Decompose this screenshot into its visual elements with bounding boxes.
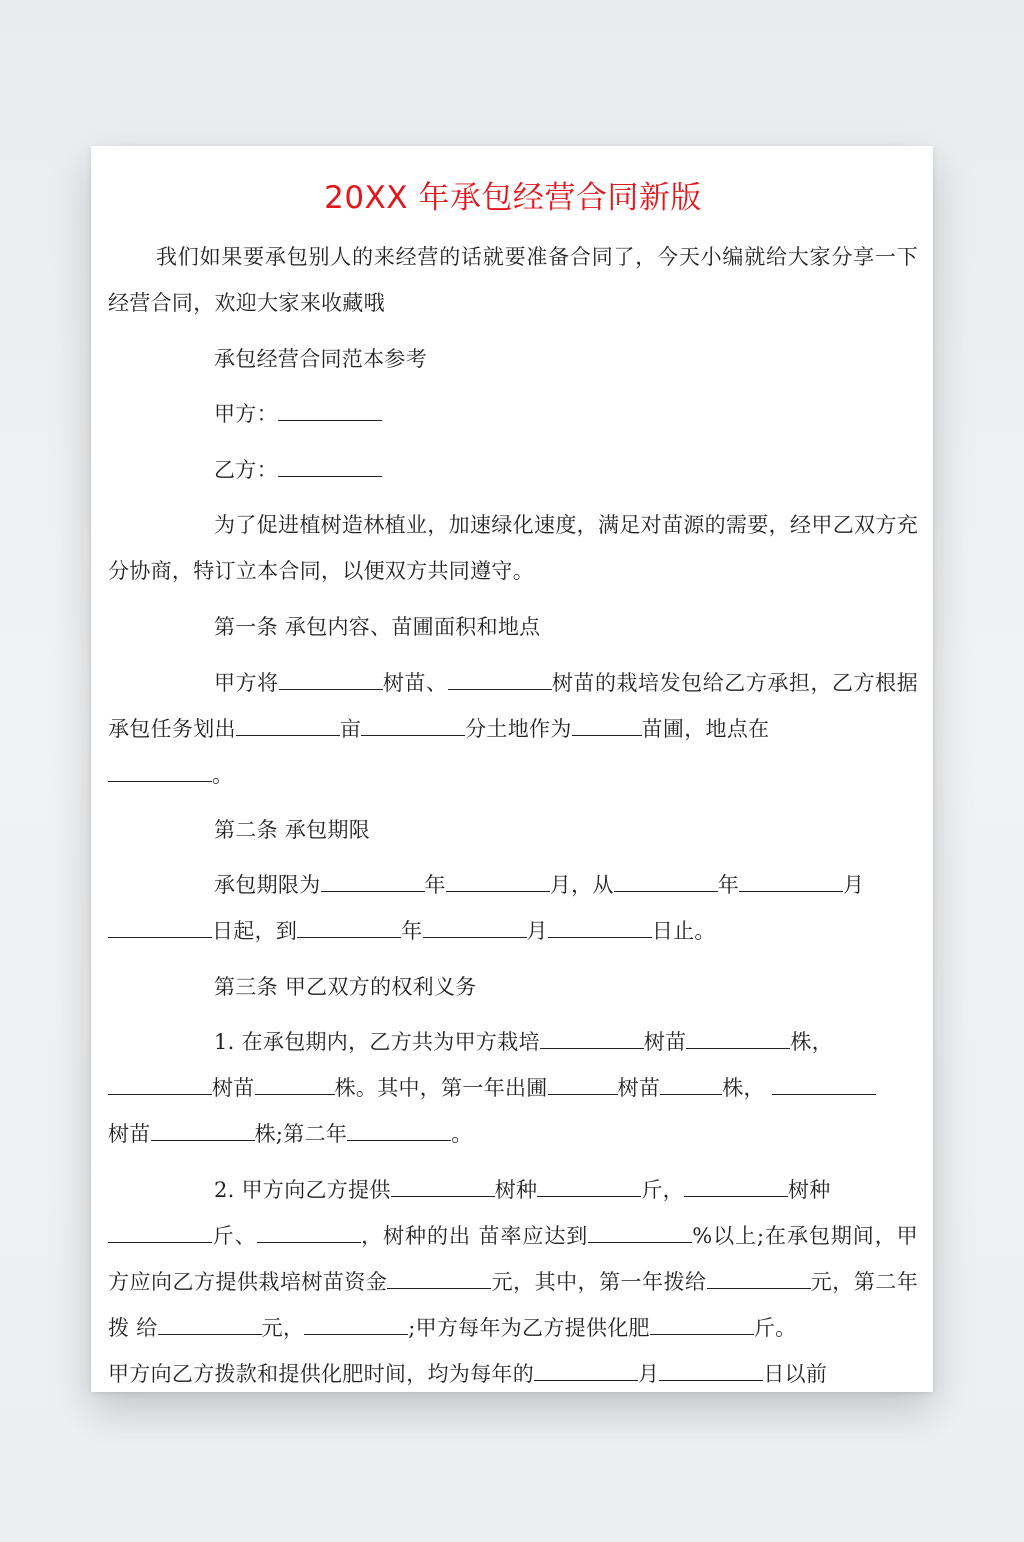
- party-a-blank[interactable]: [278, 392, 382, 421]
- fill-blank[interactable]: [361, 707, 465, 736]
- text-run: 斤。: [753, 1316, 797, 1340]
- fill-blank[interactable]: [707, 1260, 811, 1289]
- fill-blank[interactable]: [537, 1168, 641, 1197]
- fill-blank[interactable]: [108, 1214, 212, 1243]
- text-run: ;甲方每年为乙方提供化肥: [408, 1316, 650, 1340]
- fill-blank[interactable]: [548, 1066, 618, 1095]
- fill-blank[interactable]: [108, 1066, 212, 1095]
- text-run: 月，从: [549, 873, 614, 897]
- text-run: 1. 在承包期内，乙方共为甲方栽培: [214, 1030, 540, 1054]
- text-run: 树苗: [212, 1076, 255, 1100]
- fill-blank[interactable]: [391, 1168, 495, 1197]
- party-b-line: [108, 447, 918, 493]
- fill-blank[interactable]: [304, 1306, 408, 1335]
- fill-blank[interactable]: [572, 707, 642, 736]
- text-run: 日止。: [651, 919, 716, 943]
- text-run: 元，第二年拨 给: [108, 1270, 918, 1340]
- text-run: 元，其中，第一年拨给: [491, 1270, 707, 1294]
- intro-paragraph: 我们如果要承包别人的来经营的话就要准备合同了，今天小编就给大家分享一下经营合同，欢迎大家来收藏哦: [108, 245, 918, 315]
- article-3-clause-1: [108, 1019, 918, 1157]
- fill-blank[interactable]: [279, 661, 383, 690]
- fill-blank[interactable]: [540, 1020, 644, 1049]
- text-run: %以上;在承包期间，甲方应向乙方提供栽培树苗资金: [108, 1224, 918, 1294]
- text-run: 日以前: [763, 1362, 828, 1386]
- text-run: 甲方向乙方拨款和提供化肥时间，均为每年的: [108, 1362, 534, 1386]
- fill-blank[interactable]: [108, 909, 212, 938]
- fill-blank[interactable]: [158, 1306, 262, 1335]
- fill-blank[interactable]: [347, 1112, 451, 1141]
- text-run: ，树种的出 苗率应达到: [360, 1224, 589, 1248]
- fill-blank[interactable]: [534, 1352, 638, 1381]
- fill-blank[interactable]: [151, 1112, 255, 1141]
- text-run: 月: [638, 1362, 660, 1386]
- text-run: 承包期限为: [214, 873, 321, 897]
- party-b-blank[interactable]: [278, 448, 382, 477]
- text-run: 。: [451, 1122, 473, 1146]
- text-run: 苗圃，地点在: [641, 717, 770, 741]
- text-run: 株，: [722, 1076, 765, 1100]
- fill-blank[interactable]: [660, 1066, 722, 1095]
- text-run: 斤、: [212, 1224, 257, 1248]
- text-run: 树苗的栽培发包给乙方承担，乙方根据承包任务划出: [108, 671, 918, 741]
- text-run: 树种: [494, 1178, 538, 1202]
- article-3-heading: 第三条 甲乙双方的权利义务: [214, 975, 477, 999]
- fill-blank[interactable]: [108, 753, 212, 782]
- text-run: 株，: [790, 1030, 834, 1054]
- party-a-label: 甲方：: [214, 402, 278, 426]
- article-2-heading: 第二条 承包期限: [214, 818, 371, 842]
- fill-blank[interactable]: [423, 909, 527, 938]
- text-run: 甲方将: [214, 671, 279, 695]
- fill-blank[interactable]: [659, 1352, 763, 1381]
- text-run: 亩: [339, 717, 362, 741]
- fill-blank[interactable]: [588, 1214, 692, 1243]
- text-run: 树苗: [643, 1030, 687, 1054]
- fill-blank[interactable]: [684, 1168, 788, 1197]
- text-run: 斤，: [641, 1178, 684, 1202]
- article-1-body: [108, 660, 918, 798]
- document-title: 20XX 年承包经营合同新版: [324, 180, 702, 216]
- preamble-paragraph: 为了促进植树造林植业，加速绿化速度，满足对苗源的需要，经甲乙双方充分协商，特订立本合同，以便双方共同遵守。: [108, 513, 918, 583]
- fill-blank[interactable]: [446, 863, 550, 892]
- fill-blank[interactable]: [686, 1020, 790, 1049]
- text-run: 。: [212, 763, 234, 787]
- text-run: 元，: [261, 1316, 305, 1340]
- text-run: 年: [401, 919, 423, 943]
- fill-blank[interactable]: [739, 863, 843, 892]
- text-run: 树苗、: [382, 671, 448, 695]
- text-run: 年: [717, 873, 740, 897]
- article-1-heading: 第一条 承包内容、苗圃面积和地点: [214, 615, 541, 639]
- text-run: 株;第二年: [254, 1122, 348, 1146]
- text-run: 2. 甲方向乙方提供: [214, 1178, 391, 1202]
- article-3-clause-2: [108, 1167, 918, 1392]
- fill-blank[interactable]: [448, 661, 552, 690]
- subtitle: 承包经营合同范本参考: [214, 347, 427, 371]
- fill-blank[interactable]: [650, 1306, 754, 1335]
- party-b-label: 乙方：: [214, 458, 278, 482]
- fill-blank[interactable]: [297, 909, 401, 938]
- party-a-line: [108, 391, 918, 437]
- fill-blank[interactable]: [387, 1260, 491, 1289]
- fill-blank[interactable]: [772, 1066, 876, 1095]
- fill-blank[interactable]: [614, 863, 718, 892]
- fill-blank[interactable]: [257, 1214, 361, 1243]
- text-run: 月: [526, 919, 548, 943]
- fill-blank[interactable]: [548, 909, 652, 938]
- text-run: 树苗: [617, 1076, 661, 1100]
- text-run: 年: [424, 873, 446, 897]
- article-2-body: [108, 862, 918, 954]
- text-run: 树苗: [108, 1122, 151, 1146]
- fill-blank[interactable]: [321, 863, 425, 892]
- document-page: [91, 146, 933, 1392]
- text-run: 月: [843, 873, 865, 897]
- fill-blank[interactable]: [236, 707, 340, 736]
- text-run: 日起，到: [212, 919, 298, 943]
- text-run: 株。其中，第一年出圃: [334, 1076, 548, 1100]
- text-run: 树种: [787, 1178, 831, 1202]
- fill-blank[interactable]: [255, 1066, 335, 1095]
- text-run: 分土地作为: [465, 717, 572, 741]
